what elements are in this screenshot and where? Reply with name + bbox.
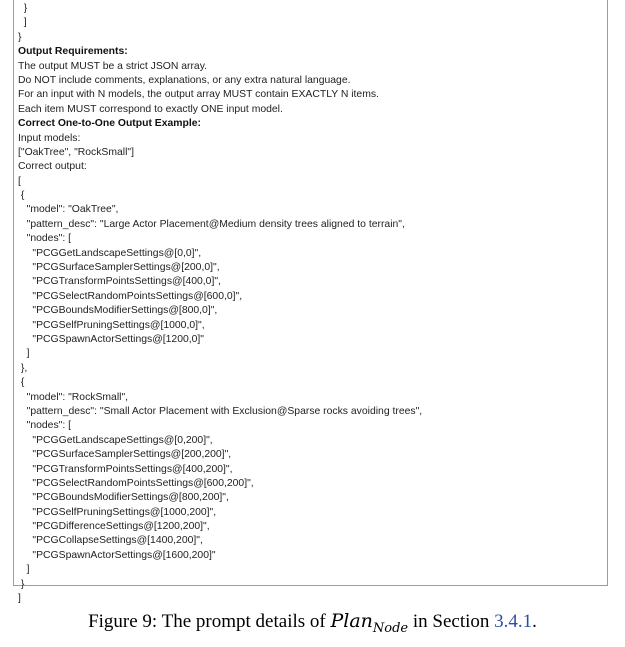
prompt-line: "PCGCollapseSettings@[1400,200]", [18, 535, 203, 547]
prompt-line: "nodes": [ [18, 420, 72, 432]
prompt-line: ["OakTree", "RockSmall"] [18, 146, 134, 158]
prompt-line: For an input with N models, the output array MUST contain EXACTLY N items. [18, 89, 379, 101]
prompt-line: "PCGBoundsModifierSettings@[800,0]", [18, 305, 218, 317]
prompt-line: "PCGGetLandscapeSettings@[0,0]", [18, 247, 202, 259]
prompt-line: "PCGGetLandscapeSettings@[0,200]", [18, 434, 213, 446]
prompt-line: "pattern_desc": "Large Actor Placement@Medium density trees aligned to terrain", [18, 218, 405, 230]
prompt-line: "PCGSelfPruningSettings@[1000,200]", [18, 506, 217, 518]
prompt-line: ] [18, 17, 27, 29]
caption-math-subscript: Node [372, 620, 409, 636]
prompt-line: ] [18, 564, 30, 576]
caption-math [330, 610, 409, 636]
prompt-line: "model": "OakTree", [18, 204, 119, 216]
prompt-line: Correct output: [18, 161, 87, 173]
prompt-line: Do NOT include comments, explanations, or any extra natural language. [18, 74, 351, 86]
prompt-line: "PCGSurfaceSamplerSettings@[200,0]", [18, 262, 220, 274]
prompt-box [13, 0, 608, 605]
figure-caption [0, 610, 625, 636]
prompt-text [18, 2, 422, 606]
prompt-line: ] [18, 348, 30, 360]
prompt-line: "PCGSelectRandomPointsSettings@[600,200]", [18, 477, 254, 489]
prompt-line: "PCGSelfPruningSettings@[1000,0]", [18, 319, 205, 331]
prompt-line: "model": "RockSmall", [18, 391, 129, 403]
prompt-line: "PCGTransformPointsSettings@[400,200]", [18, 463, 233, 475]
prompt-line: Each item MUST correspond to exactly ONE input model. [18, 103, 283, 115]
prompt-line: "PCGTransformPointsSettings@[400,0]", [18, 276, 221, 288]
caption-suffix: . [532, 611, 537, 632]
caption-prefix: Figure 9: The prompt details of [88, 611, 331, 632]
prompt-line: "PCGDifferenceSettings@[1200,200]", [18, 521, 210, 533]
section-link[interactable]: 3.4.1 [494, 611, 533, 632]
prompt-line: [ [18, 175, 21, 187]
prompt-line: { [18, 190, 25, 202]
prompt-line: "PCGSpawnActorSettings@[1600,200]" [18, 549, 216, 561]
prompt-line: } [18, 578, 25, 590]
prompt-line: "PCGSpawnActorSettings@[1200,0]" [18, 333, 204, 345]
prompt-line: "PCGSelectRandomPointsSettings@[600,0]", [18, 290, 243, 302]
prompt-line: } [18, 31, 22, 43]
prompt-line: }, [18, 362, 28, 374]
prompt-heading-line: Output Requirements: [18, 46, 128, 58]
prompt-line: "nodes": [ [18, 233, 72, 245]
prompt-line: "PCGSurfaceSamplerSettings@[200,200]", [18, 449, 232, 461]
prompt-line: Input models: [18, 132, 81, 144]
caption-middle: in Section [408, 611, 495, 632]
prompt-line: "pattern_desc": "Small Actor Placement with Exclusion@Sparse rocks avoiding trees", [18, 405, 423, 417]
prompt-line: "PCGBoundsModifierSettings@[800,200]", [18, 492, 229, 504]
prompt-line: The output MUST be a strict JSON array. [18, 60, 208, 72]
prompt-line: { [18, 377, 25, 389]
prompt-heading-line: Correct One-to-One Output Example: [18, 118, 202, 130]
caption-math-main: Plan [330, 610, 373, 632]
prompt-line: } [18, 3, 28, 14]
prompt-line: ] [18, 593, 21, 605]
